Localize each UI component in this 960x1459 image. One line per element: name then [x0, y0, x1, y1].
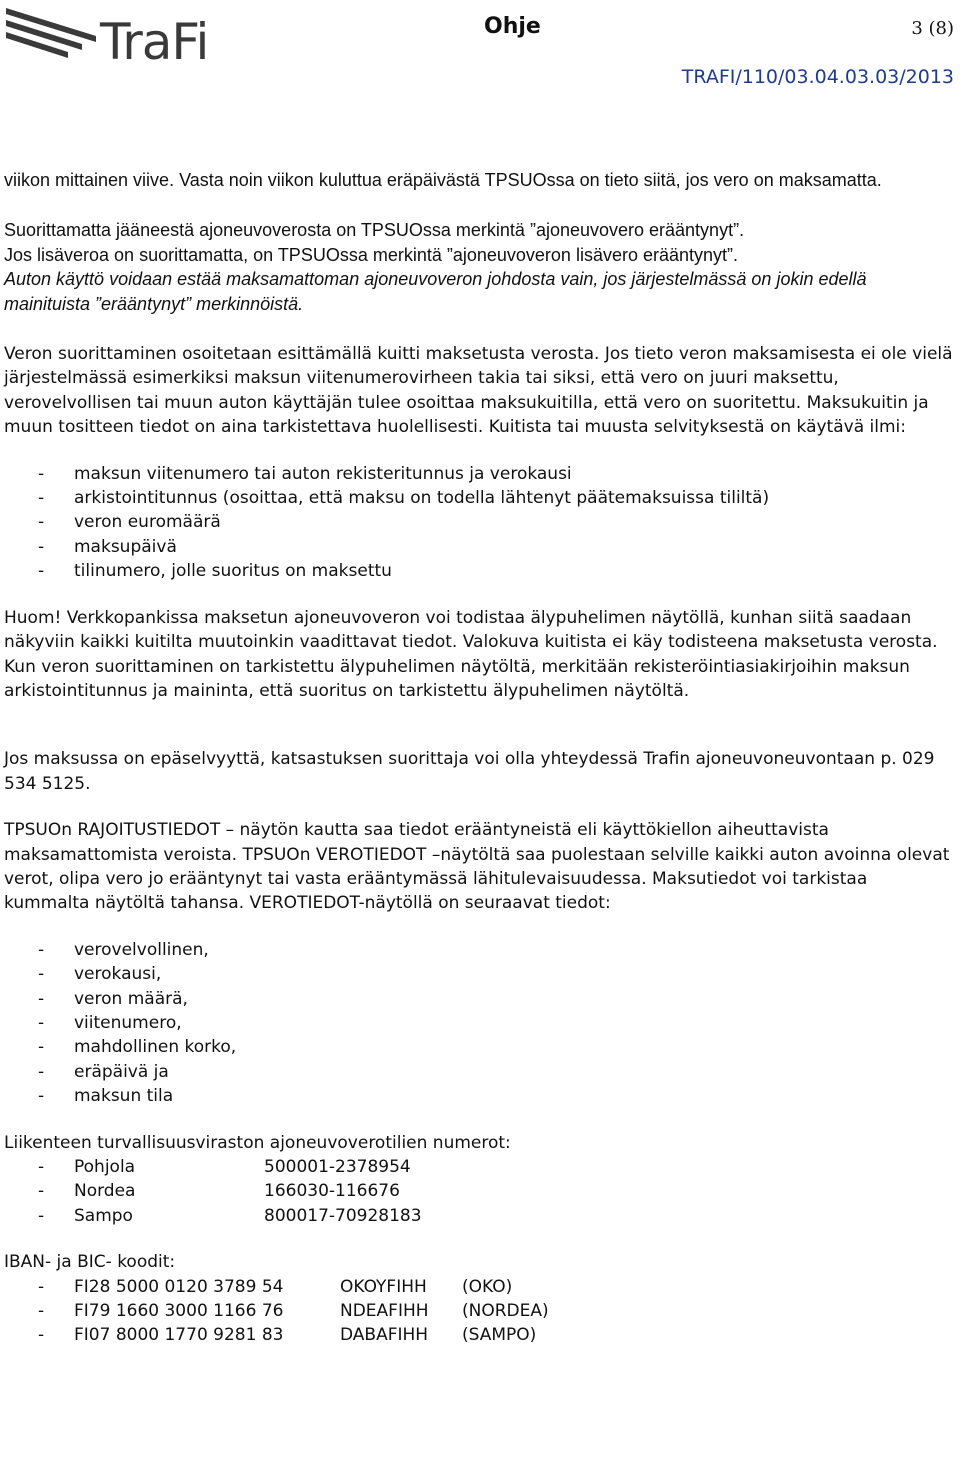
paragraph-usage-ban: Auton käyttö voidaan estää maksamattoman ajoneuvoveron johdosta vain, jos järjestelmässä on jokin edellä mainituista ”erääntynyt” merkinnöistä.: [4, 269, 867, 314]
account-number: 800017-70928183: [264, 1205, 422, 1226]
logo-wordmark: TraFi: [100, 13, 209, 71]
account-number: 166030-116676: [264, 1181, 400, 1202]
receipt-requirements-list: [4, 462, 956, 584]
list-item: - mahdollinen korko,: [38, 1037, 237, 1058]
bic-code: OKOYFIHH: [340, 1276, 427, 1297]
bank-abbrev: (NORDEA): [462, 1301, 549, 1322]
paragraph-contact: Jos maksussa on epäselvyyttä, katsastuksen suorittaja voi olla yhteydessä Trafin ajoneuvoneuvontaan p. 029 534 5125.: [4, 749, 935, 794]
paragraph-delay: viikon mittainen viive. Vasta noin viikon kuluttua eräpäivästä TPSUOssa on tieto siitä, jos vero on maksamatta.: [4, 170, 882, 190]
page-header: [0, 0, 960, 88]
list-item: - maksun tila: [38, 1086, 174, 1107]
iban-row: - FI28 5000 0120 3789 54 OKOYFIHH (OKO): [4, 1275, 956, 1299]
document-id: TRAFI/110/03.04.03.03/2013: [681, 66, 954, 88]
paragraph-smartphone-note: Huom! Verkkopankissa maksetun ajoneuvoveron voi todistaa älypuhelimen näytöllä, kunhan siitä saadaan näkyviin kaikki kuitilta muutoinkin vaadittavat tiedot. Valokuva kuitista ei käy todisteena maksetusta verosta. Kun veron suorittaminen on tarkistettu älypuhelimen näytöltä, merkitään rekisteröintiasiakirjoihin maksun arkistointitunnus ja maininta, että suoritus on tarkistettu älypuhelimen näytöltä.: [4, 607, 938, 701]
paragraph-overdue-line2: Jos lisäveroa on suorittamatta, on TPSUOssa merkintä ”ajoneuvoveron lisävero erääntynyt”.: [4, 244, 739, 265]
page-number: 3 (8): [911, 18, 954, 39]
bic-code: DABAFIHH: [340, 1325, 429, 1346]
list-item: - veron määrä,: [38, 988, 188, 1009]
account-number: 500001-2378954: [264, 1157, 411, 1177]
bic-code: NDEAFIHH: [340, 1301, 429, 1322]
list-item: - tilinumero, jolle suoritus on maksettu: [38, 561, 392, 582]
bank-abbrev: (SAMPO): [462, 1325, 537, 1346]
bank-abbrev: (OKO): [462, 1276, 513, 1297]
bank-name: Pohjola: [74, 1157, 136, 1177]
list-item: - veron euromäärä: [38, 512, 221, 533]
list-item: - verovelvollinen,: [38, 939, 209, 960]
list-item: - maksupäivä: [38, 536, 177, 557]
document-body: [4, 168, 956, 1348]
list-item: - verokausi,: [38, 964, 162, 985]
document-type: Ohje: [484, 14, 541, 39]
accounts-heading: Liikenteen turvallisuusviraston ajoneuvoverotilien numerot:: [4, 1132, 511, 1153]
list-item: - arkistointitunnus (osoittaa, että maksu on todella lähtenyt päätemaksuissa tililtä): [38, 488, 770, 509]
bank-name: Sampo: [74, 1205, 133, 1226]
iban-row: - FI07 8000 1770 9281 83 DABAFIHH (SAMPO): [4, 1323, 956, 1347]
list-item: - viitenumero,: [38, 1012, 182, 1033]
paragraph-proof-of-payment: Veron suorittaminen osoitetaan esittämällä kuitti maksetusta verosta. Jos tieto veron maksamisesta ei ole vielä järjestelmässä esimerkiksi maksun viitenumerovirheen takia tai siksi, että vero on juuri maksettu, verovelvollisen tai muun auton käyttäjän tulee osoittaa maksukuitilla, että vero on suoritettu. Maksukuitin ja muun tositteen tiedot on aina tarkistettava huolellisesti. Kuitista tai muusta selvityksestä on käytävä ilmi:: [4, 344, 953, 438]
iban-code: FI07 8000 1770 9281 83: [74, 1325, 284, 1346]
iban-code: FI28 5000 0120 3789 54: [74, 1276, 284, 1297]
account-row: - Sampo 800017-70928183: [4, 1204, 956, 1228]
paragraph-overdue-line1: Suorittamatta jääneestä ajoneuvoverosta on TPSUOssa merkintä ”ajoneuvovero erääntynyt”.: [4, 220, 745, 241]
account-numbers-list: [4, 1155, 956, 1228]
tax-info-fields-list: [4, 938, 956, 1109]
bank-name: Nordea: [74, 1181, 136, 1202]
paragraph-tpsuo-screens: TPSUOn RAJOITUSTIEDOT – näytön kautta saa tiedot erääntyneistä eli käyttökiellon aiheuttavista maksamattomista veroista. TPSUOn VEROTIEDOT –näytöltä saa puolestaan selville kaikki auton avoinna olevat verot, olipa vero jo erääntynyt tai vasta erääntymässä lähitulevaisuudessa. Maksutiedot voi tarkistaa kummalta näytöltä tahansa. VEROTIEDOT-näytöllä on seuraavat tiedot:: [4, 820, 950, 914]
iban-code: FI79 1660 3000 1166 76: [74, 1301, 284, 1322]
iban-bic-list: [4, 1275, 956, 1348]
iban-row: - FI79 1660 3000 1166 76 NDEAFIHH (NORDEA): [4, 1299, 956, 1323]
list-item: - eräpäivä ja: [38, 1061, 169, 1082]
iban-heading: IBAN- ja BIC- koodit:: [4, 1252, 176, 1273]
account-row: - Pohjola 500001-2378954: [4, 1155, 956, 1179]
list-item: - maksun viitenumero tai auton rekisteritunnus ja verokausi: [38, 463, 572, 484]
account-row: - Nordea 166030-116676: [4, 1179, 956, 1203]
